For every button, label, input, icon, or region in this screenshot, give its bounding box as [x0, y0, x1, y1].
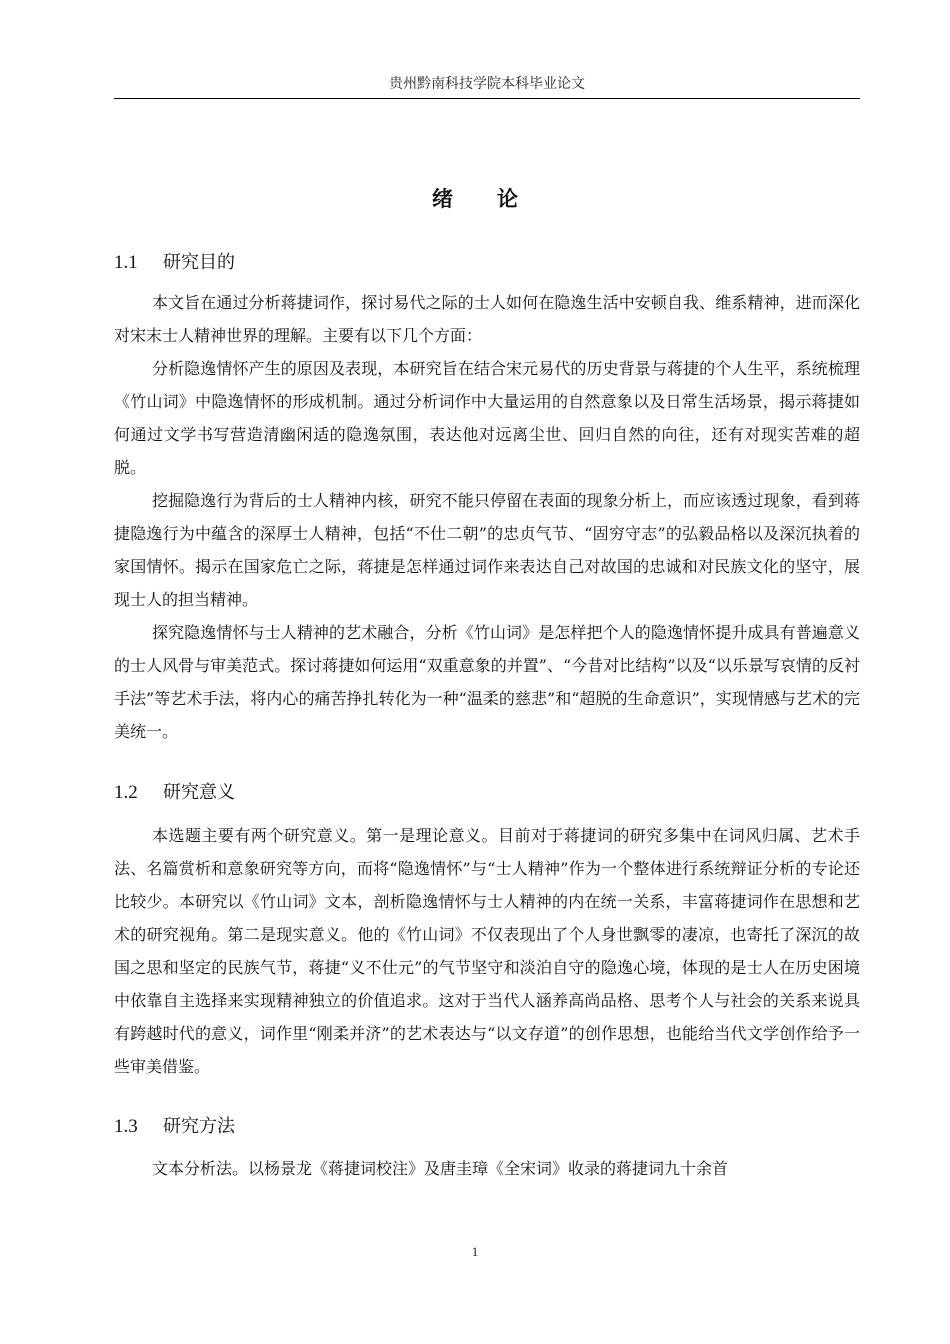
section-number: 1.3 — [114, 1116, 138, 1137]
page-body — [114, 248, 860, 1185]
paragraph: 探究隐逸情怀与士人精神的艺术融合，分析《竹山词》是怎样把个人的隐逸情怀提升成具有普遍意义的士人风骨与审美范式。探讨蒋捷如何运用“双重意象的并置”、“今昔对比结构”以及“以乐景写哀情的反衬手法”等艺术手法，将内心的痛苦挣扎转化为一种“温柔的慈悲”和“超脱的生命意识”，实现情感与艺术的完美统一。 — [114, 623, 860, 741]
paragraph: 本文旨在通过分析蒋捷词作，探讨易代之际的士人如何在隐逸生活中安顿自我、维系精神，进而深化对宋末士人精神世界的理解。主要有以下几个方面： — [114, 293, 860, 345]
chapter-title: 绪论 — [432, 187, 562, 211]
section-1-1-body — [114, 286, 860, 748]
section-heading-1-1 — [114, 248, 860, 278]
section-number: 1.2 — [114, 782, 138, 803]
paragraph: 文本分析法。以杨景龙《蒋捷词校注》及唐圭璋《全宋词》收录的蒋捷词九十余首 — [152, 1159, 729, 1178]
paragraph: 挖掘隐逸行为背后的士人精神内核，研究不能只停留在表面的现象分析上，而应该透过现象，看到蒋捷隐逸行为中蕴含的深厚士人精神，包括“不仕二朝”的忠贞气节、“固穷守志”的弘毅品格以及深沉执着的家国情怀。揭示在国家危亡之际，蒋捷是怎样通过词作来表达自己对故国的忠诚和对民族文化的坚守，展现士人的担当精神。 — [114, 491, 860, 609]
page-number: 1 — [471, 1244, 479, 1259]
section-heading-1-3 — [114, 1112, 860, 1142]
paragraph: 本选题主要有两个研究意义。第一是理论意义。目前对于蒋捷词的研究多集中在词风归属、艺术手法、名篇赏析和意象研究等方向，而将“隐逸情怀”与“士人精神”作为一个整体进行系统辩证分析的专论还比较少。本研究以《竹山词》文本，剖析隐逸情怀与士人精神的内在统一关系，丰富蒋捷词作在思想和艺术的研究视角。第二是现实意义。他的《竹山词》不仅表现出了个人身世飘零的凄凉，也寄托了深沉的故国之思和坚定的民族气节，蒋捷“义不仕元”的气节坚守和淡泊自守的隐逸心境，体现的是士人在历史困境中依靠自主选择来实现精神独立的价值追求。这对于当代人涵养高尚品格、思考个人与社会的关系来说具有跨越时代的意义，词作里“刚柔并济”的艺术表达与“以文存道”的创作思想，也能给当代文学创作给予一些审美借鉴。 — [114, 826, 860, 1076]
section-heading-1-2 — [114, 778, 860, 808]
paragraph: 分析隐逸情怀产生的原因及表现，本研究旨在结合宋元易代的历史背景与蒋捷的个人生平，系统梳理《竹山词》中隐逸情怀的形成机制。通过分析词作中大量运用的自然意象以及日常生活场景，揭示蒋捷如何通过文学书写营造清幽闲适的隐逸氛围，表达他对远离尘世、回归自然的向往，还有对现实苦难的超脱。 — [114, 359, 860, 477]
header-divider — [114, 98, 860, 99]
section-number: 1.1 — [114, 252, 138, 273]
section-1-2-body — [114, 819, 860, 1083]
section-title: 研究方法 — [163, 1116, 235, 1137]
section-title: 研究意义 — [163, 782, 235, 803]
section-title: 研究目的 — [163, 252, 235, 273]
page-header: 贵州黔南科技学院本科毕业论文 — [389, 76, 585, 92]
